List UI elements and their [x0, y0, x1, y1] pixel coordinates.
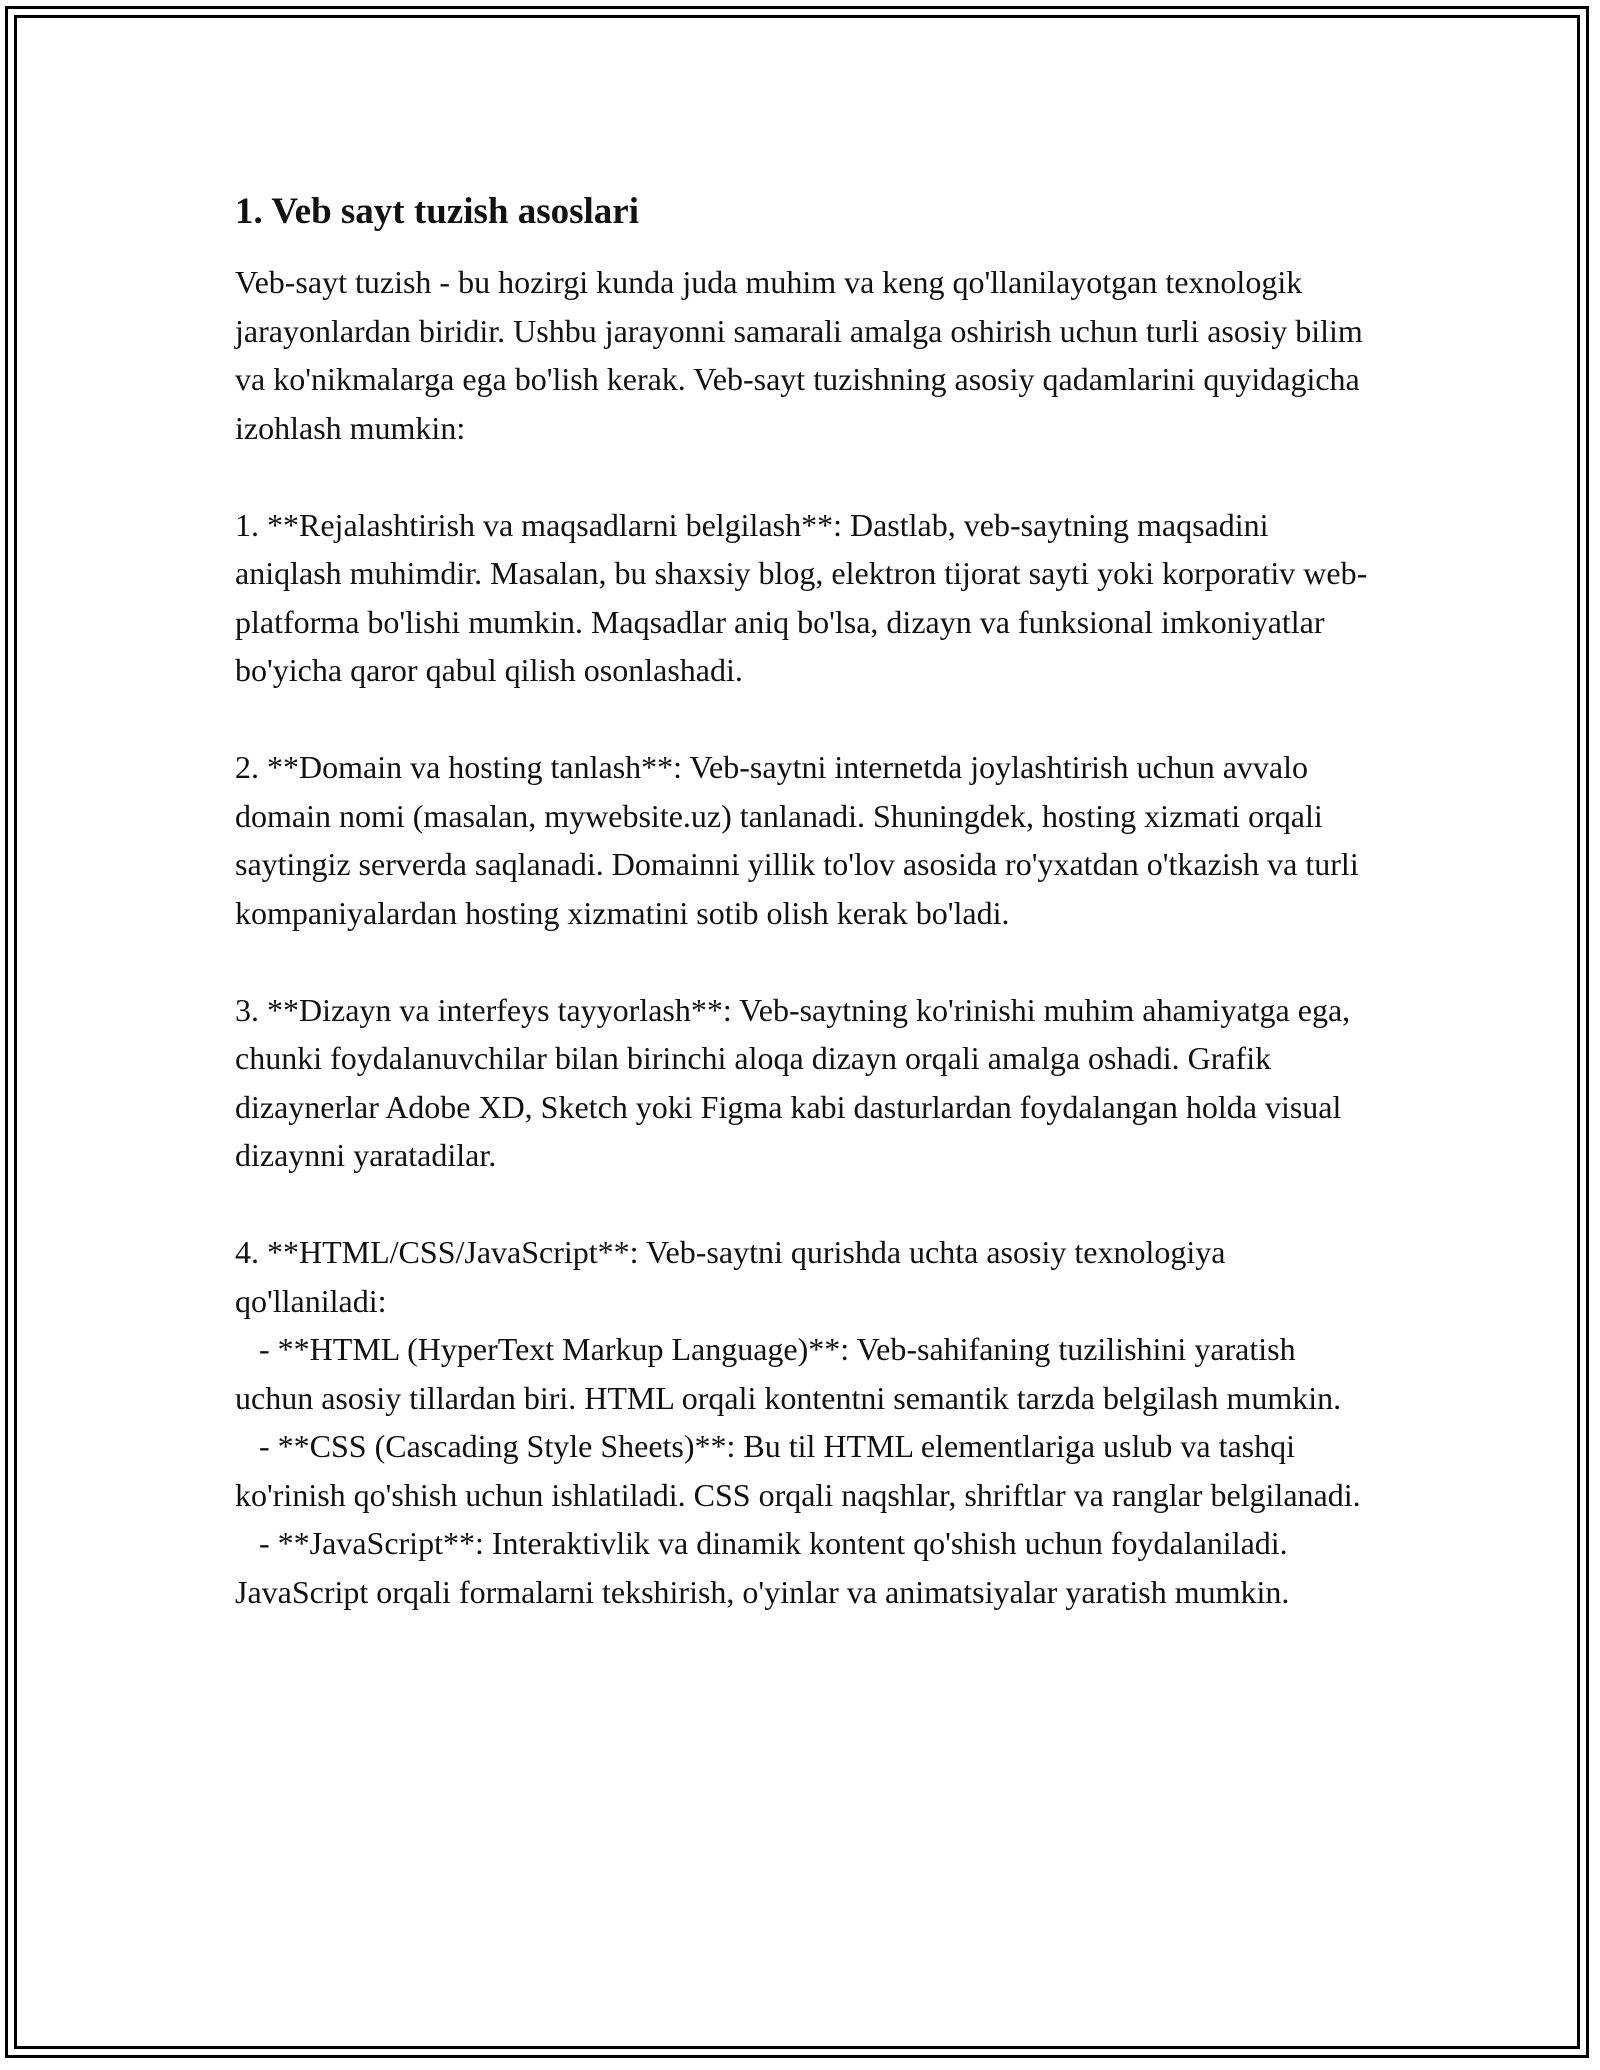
indent: [235, 1525, 259, 1561]
intro-paragraph: Veb-sayt tuzish - bu hozirgi kunda juda muhim va keng qo'llanilayotgan texnologik jarayonlardan biridir. Ushbu jarayonni samarali amalga oshirish uchun turli asosiy bilim va ko'nikmalarga ega bo'lish kerak. Veb-sayt tuzishning asosiy qadamlarini quyidagicha izohlash mumkin:: [235, 264, 1363, 446]
list-item-technologies: 4. **HTML/CSS/JavaScript**: Veb-saytni qurishda uchta asosiy texnologiya qo'llaniladi:: [235, 1234, 1226, 1319]
paragraph-spacer: [235, 1180, 1375, 1229]
list-item-planning: 1. **Rejalashtirish va maqsadlarni belgilash**: Dastlab, veb-saytning maqsadini aniqlash muhimdir. Masalan, bu shaxsiy blog, elektron tijorat sayti yoki korporativ web-platforma bo'lishi mumkin. Maqsadlar aniq bo'lsa, dizayn va funksional imkoniyatlar bo'yicha qaror qabul qilish osonlashadi.: [235, 506, 1368, 688]
list-item-domain-hosting: 2. **Domain va hosting tanlash**: Veb-saytni internetda joylashtirish uchun avvalo domain nomi (masalan, mywebsite.uz) tanlanadi. Shuningdek, hosting xizmati orqali saytingiz serverda saqlanadi. Domainni yillik to'lov asosida ro'yxatdan o'tkazish va turli kompaniyalardan hosting xizmatini sotib olish kerak bo'ladi.: [235, 749, 1359, 931]
indent: [235, 1428, 259, 1464]
paragraph-spacer: [235, 452, 1375, 501]
sub-item-css: [235, 1422, 1375, 1519]
sub-item-html-text: - **HTML (HyperText Markup Language)**: Veb-sahifaning tuzilishini yaratish uchun asosiy tillardan biri. HTML orqali kontentni semantik tarzda belgilash mumkin.: [235, 1331, 1342, 1416]
sub-item-javascript-text: - **JavaScript**: Interaktivlik va dinamik kontent qo'shish uchun foydalaniladi. JavaScript orqali formalarni tekshirish, o'yinlar va animatsiyalar yaratish mumkin.: [235, 1525, 1290, 1610]
paragraph-spacer: [235, 937, 1375, 986]
sub-item-javascript: [235, 1519, 1375, 1616]
document-title: 1. Veb sayt tuzish asoslari: [235, 191, 639, 232]
sub-item-html: [235, 1325, 1375, 1422]
document-body: [235, 258, 1375, 1616]
sub-item-css-text: - **CSS (Cascading Style Sheets)**: Bu til HTML elementlariga uslub va tashqi ko'rinish qo'shish uchun ishlatiladi. CSS orqali naqshlar, shriftlar va ranglar belgilanadi.: [235, 1428, 1361, 1513]
indent: [235, 1331, 259, 1367]
list-item-design: 3. **Dizayn va interfeys tayyorlash**: Veb-saytning ko'rinishi muhim ahamiyatga ega, chunki foydalanuvchilar bilan birinchi aloqa dizayn orqali amalga oshadi. Grafik dizaynerlar Adobe XD, Sketch yoki Figma kabi dasturlardan foydalangan holda visual dizaynni yaratadilar.: [235, 991, 1351, 1173]
paragraph-spacer: [235, 695, 1375, 744]
document-content: [235, 186, 1375, 1616]
